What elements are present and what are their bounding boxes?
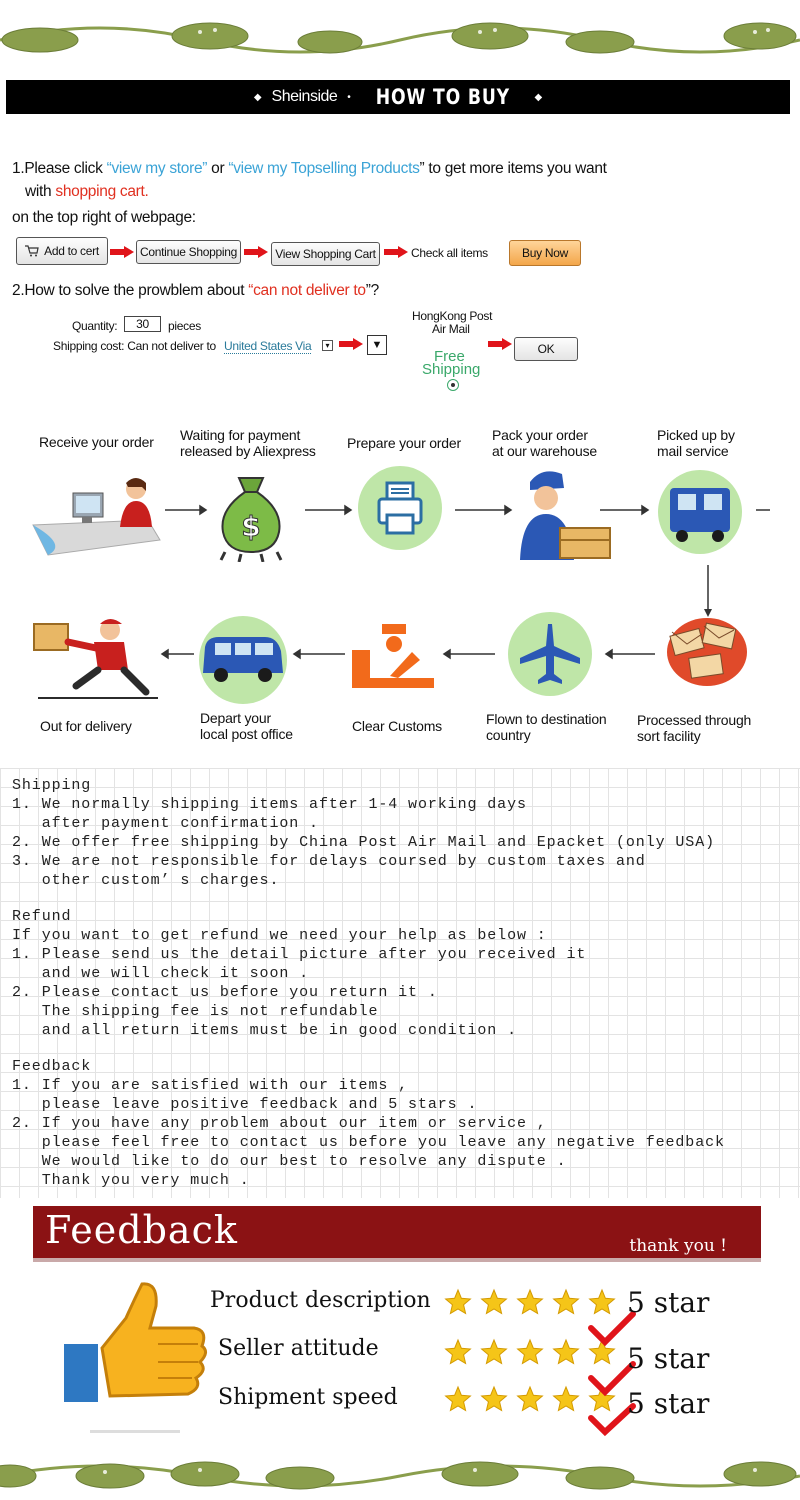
rating-label-seller: Seller attitude [218,1336,379,1361]
star-icon [554,1340,579,1364]
star-icon [446,1387,471,1411]
step-label-line2: local post office [200,726,293,742]
policy-line: The shipping fee is not refundable [12,1003,379,1020]
policy-line: If you want to get refund we need your help as below : [12,927,547,944]
view-topselling-link[interactable]: “view my Topselling Products [228,160,420,177]
step-label-line1: Clear Customs [352,718,442,734]
step-label-line1: Receive your order [39,434,154,450]
star-icon [482,1290,507,1314]
cart-icon [25,245,39,257]
red-arrow-icon [339,338,363,350]
step-label-line2: released by Aliexpress [180,443,316,459]
step1-or: or [207,160,229,177]
step-label-line1: Waiting for payment [180,427,301,443]
policy-line: and all return items must be in good condition . [12,1022,517,1039]
policy-heading: Feedback [12,1058,92,1075]
process-arrows-row1 [0,500,800,520]
buy-now-label: Buy Now [522,246,568,260]
step-clear-customs [352,718,442,734]
free-shipping-radio[interactable] [447,379,459,391]
step-label-line2: country [486,727,531,743]
step-prepare-order [347,435,461,451]
star-icon [446,1290,471,1314]
step-picked-up [657,427,735,459]
diamond-icon: ◆ [534,91,543,103]
feedback-policy [12,1057,725,1190]
policy-line: and we will check it soon . [12,965,310,982]
process-arrow-down [700,565,716,617]
shipping-free-label: Shipping [422,361,481,378]
continue-shopping-button[interactable] [136,240,241,264]
thank-you-text: thank you ! [629,1236,727,1256]
policy-line: 2. If you have any problem about our item or service , [12,1115,547,1132]
free-label: Free [434,348,465,365]
hongkong-post-label: HongKong Post [412,309,493,323]
refund-policy [12,907,586,1040]
shipping-cost-label: Shipping cost: Can not deliver to [53,339,216,353]
rating-score-shipment: 5 star [627,1387,710,1420]
star-icon [554,1290,579,1314]
ok-label: OK [537,342,555,356]
vine-border-bottom [0,1446,800,1500]
red-arrow-icon [244,246,268,258]
step1-line2 [25,183,149,201]
star-icon [518,1290,543,1314]
step-label-line1: Processed through [637,712,752,728]
quantity-label: Quantity: [72,319,118,333]
policy-line: other custom’ s charges. [12,872,280,889]
diamond-icon: ◆ [253,91,262,103]
step-label-line1: Depart your [200,710,271,726]
country-select[interactable]: United States Via [224,339,312,353]
air-mail-label: Air Mail [432,322,470,336]
step1-prefix: 1.Please click [12,160,107,177]
red-arrow-icon [488,338,512,350]
step-label-line1: Flown to destination [486,711,607,727]
policy-heading: Shipping [12,777,92,794]
vine-border-top [0,6,800,66]
step-label-line2: at our warehouse [492,443,597,459]
how-to-buy-header [6,80,790,114]
step-out-for-delivery [40,718,132,734]
thumbs-up-icon [62,1278,212,1428]
step1-suffix: ” to get more items you want [419,160,607,177]
step-label-line2: mail service [657,443,729,459]
step-label-line1: Picked up by [657,427,735,443]
policy-heading: Refund [12,908,72,925]
continue-shopping-label: Continue Shopping [140,245,237,259]
svg-text:$: $ [241,510,261,543]
shadow-divider [90,1430,180,1433]
policy-line: 2. Please contact us before you return it . [12,984,438,1001]
step-depart-post-office [200,710,293,742]
view-shopping-cart-label: View Shopping Cart [275,247,376,261]
view-shopping-cart-button[interactable] [271,242,380,266]
policy-line: 1. Please send us the detail picture after you received it [12,946,587,963]
check-all-items-label: Check all items [411,246,488,260]
policy-line: 3. We are not responsible for delays coursed by custom taxes and [12,853,646,870]
step-receive-order [39,434,154,450]
red-arrow-icon [110,246,134,258]
red-arrow-icon [384,246,408,258]
policy-line: Thank you very much . [12,1172,250,1189]
star-icon [482,1340,507,1364]
shipping-method-dropdown[interactable]: ▼ [367,335,387,355]
feedback-title: Feedback [45,1208,238,1252]
add-to-cart-button[interactable] [16,237,108,265]
step-label-line1: Prepare your order [347,435,461,451]
step-label-line1: Out for delivery [40,718,132,734]
step1-line2-prefix: with [25,183,56,200]
step-sort-facility [637,712,751,744]
star-icon [482,1387,507,1411]
policy-line: please leave positive feedback and 5 stars . [12,1096,478,1113]
step-pack-order [492,427,597,459]
ok-button[interactable] [514,337,578,361]
policy-line: We would like to do our best to resolve any dispute . [12,1153,567,1170]
policy-line: 1. If you are satisfied with our items , [12,1077,409,1094]
policy-line: please feel free to contact us before you leave any negative feedback [12,1134,725,1151]
step-waiting-payment [180,427,316,459]
process-arrows-row2 [0,644,800,664]
add-to-cart-label: Add to cert [44,244,99,258]
dot-icon: • [347,91,351,103]
step1-line3: on the top right of webpage: [12,209,196,226]
dropdown-icon[interactable]: ▾ [322,340,333,351]
feedback-banner [33,1206,761,1262]
step2-suffix: ”? [365,282,379,299]
star-icon [554,1387,579,1411]
brand-name: Sheinside [271,88,338,105]
rating-label-shipment: Shipment speed [218,1385,398,1410]
step-label-line2: sort facility [637,728,701,744]
policy-line: after payment confirmation . [12,815,319,832]
star-icon [446,1340,471,1364]
header-title: HOW TO BUY [375,85,510,109]
step1-line1 [12,160,607,178]
pieces-label: pieces [168,319,201,333]
view-my-store-link[interactable]: “view my store” [106,160,208,177]
step-label-line1: Pack your order [492,427,588,443]
policy-line: 2. We offer free shipping by China Post Air Mail and Epacket (only USA) [12,834,716,851]
rating-score-product: 5 star [627,1286,710,1319]
star-icon [518,1340,543,1364]
policy-line: 1. We normally shipping items after 1-4 working days [12,796,527,813]
buy-now-button[interactable] [509,240,581,266]
shopping-cart-link[interactable]: shopping cart. [55,183,149,200]
step2-prefix: 2.How to solve the prowblem about [12,282,249,299]
star-icon [518,1387,543,1411]
step2-highlight: “can not deliver to [248,282,366,299]
step-flown-destination [486,711,607,743]
quantity-input[interactable]: 30 [124,316,161,332]
rating-label-product: Product description [210,1288,431,1313]
rating-score-seller: 5 star [627,1342,710,1375]
shipping-policy [12,776,715,890]
step2-line [12,282,379,300]
